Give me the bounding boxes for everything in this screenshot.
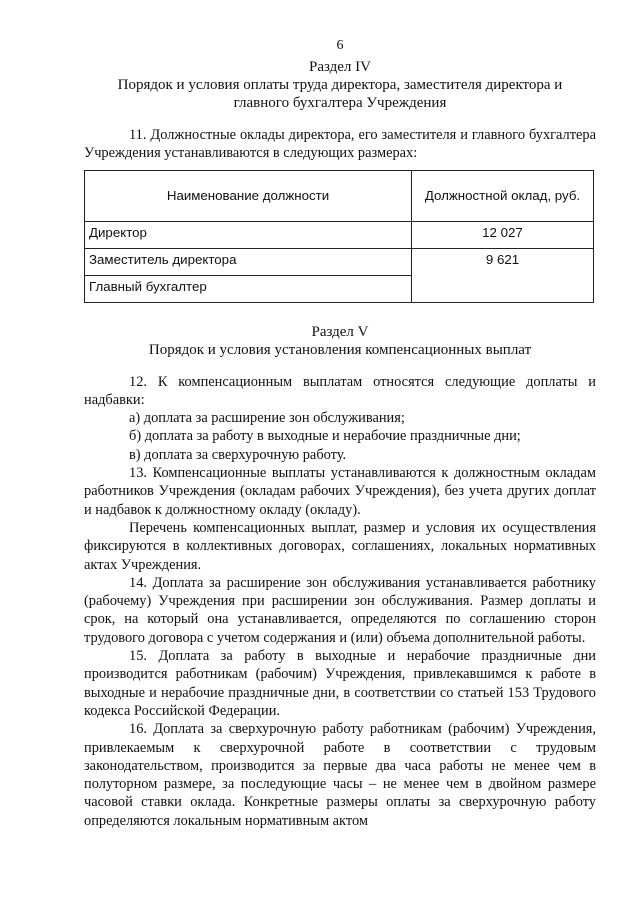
table-row: [85, 248, 594, 275]
cell-position: Заместитель директора: [85, 248, 412, 275]
cell-position: Главный бухгалтер: [85, 275, 412, 302]
page-number: 6: [336, 38, 344, 53]
section-5-title: Раздел V: [311, 323, 369, 340]
section-4-subtitle: Порядок и условия оплаты труда директора, заместителя директора и главного бухгалтера Учреждения: [117, 77, 563, 111]
paragraph-13: 13. Компенсационные выплаты устанавливаются к должностным окладам работников Учреждения (окладам рабочих Учреждения), без учета других доплат и надбавок к должностному окладу (окладу).: [84, 465, 596, 518]
list-item: а) доплата за расширение зон обслуживания;: [129, 410, 405, 427]
salary-table: [84, 170, 594, 303]
table-header-row: [85, 170, 594, 221]
cell-salary: 12 027: [412, 221, 594, 248]
page-content: [84, 38, 596, 830]
list-item: б) доплата за работу в выходные и нерабочие праздничные дни;: [129, 428, 521, 445]
cell-position: Директор: [85, 221, 412, 248]
section-5-subtitle: Порядок и условия установления компенсационных выплат: [148, 341, 532, 358]
section-4-title: Раздел IV: [308, 59, 371, 75]
paragraph-16: 16. Доплата за сверхурочную работу работникам (рабочим) Учреждения, привлекаемым к сверхурочной работе в соответствии с трудовым законодательством, производится за первые два часа работы не менее чем в полуторном размере, за последующие часы – не менее чем в двойном размере часовой ставки оклада. Конкретные размеры оплаты за сверхурочную работу определяются локальным нормативным актом: [84, 721, 596, 829]
paragraph-13-list: Перечень компенсационных выплат, размер и условия их осуществления фиксируются в коллективных договорах, соглашениях, локальных нормативных актах Учреждения.: [84, 519, 596, 573]
paragraph-14: 14. Доплата за расширение зон обслуживания устанавливается работнику (рабочему) Учреждения при расширении зон обслуживания. Размер доплаты и срок, на который она устанавливается, определяются по соглашению сторон трудового договора с учетом содержания и (или) объема дополнительной работы.: [84, 574, 596, 646]
paragraph-12: 12. К компенсационным выплатам относятся следующие доплаты и надбавки:: [84, 373, 596, 408]
cell-salary-merged: 9 621: [412, 248, 594, 302]
table-row: [85, 221, 594, 248]
paragraph-15: 15. Доплата за работу в выходные и нерабочие праздничные дни производится работникам (рабочим) Учреждения, привлекавшимся к работе в выходные и нерабочие праздничные дни, в соответствии со статьей 153 Трудового кодекса Российской Федерации.: [84, 648, 596, 719]
header-position: Наименование должности: [85, 170, 412, 221]
list-item: в) доплата за сверхурочную работу.: [129, 446, 347, 463]
header-salary: Должностной оклад, руб.: [412, 170, 594, 221]
paragraph-11: 11. Должностные оклады директора, его заместителя и главного бухгалтера Учреждения устанавливаются в следующих размерах:: [84, 127, 596, 162]
